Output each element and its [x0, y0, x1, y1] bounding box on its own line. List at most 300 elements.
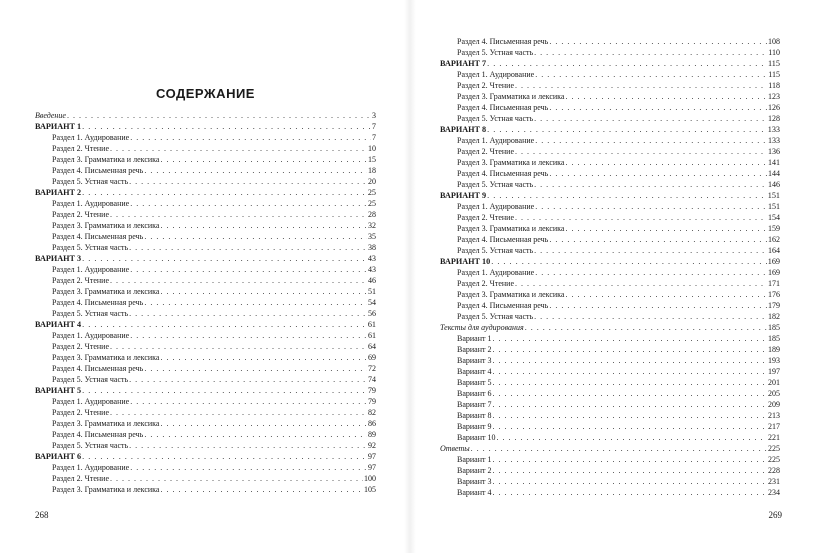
toc-entry-title: Раздел 3. Грамматика и лексика — [52, 221, 160, 230]
toc-entry-title: ВАРИАНТ 6 — [35, 452, 82, 461]
toc-dot-leader — [534, 113, 767, 124]
toc-entry-title: Вариант 1 — [457, 334, 492, 343]
toc-entry-page: 61 — [368, 331, 376, 340]
toc-entry — [440, 168, 780, 179]
toc-part-heading — [35, 110, 376, 121]
toc-dot-leader — [144, 165, 367, 176]
toc-entry — [440, 344, 780, 355]
toc-dot-leader — [549, 234, 767, 245]
toc-entry-title: Раздел 4. Письменная речь — [52, 364, 144, 373]
right-page — [410, 0, 820, 553]
toc-dot-leader — [515, 146, 767, 157]
toc-dot-leader — [144, 231, 367, 242]
toc-entry-page: 151 — [767, 191, 780, 200]
toc-dot-leader — [82, 385, 367, 396]
toc-entry-title: Раздел 4. Письменная речь — [52, 166, 144, 175]
toc-entry-title: Раздел 1. Аудирование — [457, 136, 535, 145]
toc-dot-leader — [565, 289, 767, 300]
toc-entry-title: Раздел 1. Аудирование — [457, 268, 535, 277]
toc-entry-title: Раздел 4. Письменная речь — [52, 298, 144, 307]
toc-entry — [35, 473, 376, 484]
toc-entry-page: 110 — [768, 48, 780, 57]
toc-dot-leader — [130, 462, 367, 473]
page-number-left: 268 — [35, 510, 49, 520]
toc-entry — [440, 234, 780, 245]
toc-entry — [440, 421, 780, 432]
toc-entry-title: Раздел 4. Письменная речь — [52, 430, 144, 439]
toc-entry-page: 169 — [767, 257, 780, 266]
toc-entry-page: 79 — [367, 386, 376, 395]
toc-dot-leader — [110, 275, 367, 286]
toc-entry-page: 86 — [368, 419, 376, 428]
toc-entry-page: 7 — [371, 122, 376, 131]
toc-entry-page: 162 — [768, 235, 780, 244]
toc-entry-page: 51 — [368, 287, 376, 296]
toc-entry — [440, 179, 780, 190]
toc-entry-title: Раздел 5. Устная часть — [52, 375, 129, 384]
toc-entry — [35, 286, 376, 297]
toc-entry-page: 126 — [768, 103, 780, 112]
toc-entry — [35, 418, 376, 429]
toc-entry-title: Раздел 1. Аудирование — [52, 397, 130, 406]
toc-dot-leader — [493, 487, 768, 498]
toc-entry — [440, 410, 780, 421]
toc-entry — [440, 399, 780, 410]
toc-entry-page: 197 — [768, 367, 780, 376]
toc-dot-leader — [82, 121, 371, 132]
toc-dot-leader — [144, 429, 367, 440]
toc-dot-leader — [565, 157, 767, 168]
toc-dot-leader — [549, 300, 767, 311]
toc-entry-page: 144 — [768, 169, 780, 178]
toc-entry — [440, 113, 780, 124]
toc-entry-page: 7 — [372, 133, 376, 142]
toc-dot-leader — [160, 220, 367, 231]
toc-entry-title: Вариант 8 — [457, 411, 492, 420]
toc-entry-page: 118 — [768, 81, 780, 90]
toc-dot-leader — [491, 256, 767, 267]
toc-entry-title: Раздел 3. Грамматика и лексика — [457, 92, 565, 101]
toc-entry-page: 234 — [768, 488, 780, 497]
toc-entry-title: Раздел 5. Устная часть — [457, 180, 534, 189]
toc-entry — [440, 223, 780, 234]
toc-entry-page: 56 — [368, 309, 376, 318]
toc-entry-page: 38 — [368, 243, 376, 252]
toc-dot-leader — [515, 212, 767, 223]
toc-dot-leader — [493, 355, 768, 366]
toc-entry — [440, 212, 780, 223]
toc-dot-leader — [534, 245, 767, 256]
toc-entry-page: 79 — [368, 397, 376, 406]
toc-dot-leader — [565, 223, 767, 234]
toc-dot-leader — [130, 396, 367, 407]
toc-entry-title: Раздел 3. Грамматика и лексика — [52, 287, 160, 296]
toc-entry-page: 151 — [768, 202, 780, 211]
toc-entry-page: 92 — [368, 441, 376, 450]
toc-entry-page: 10 — [368, 144, 376, 153]
toc-entry — [440, 300, 780, 311]
toc-entry — [35, 297, 376, 308]
toc-entry — [440, 289, 780, 300]
toc-dot-leader — [130, 330, 367, 341]
toc-dot-leader — [493, 465, 768, 476]
toc-entry-page: 225 — [768, 455, 780, 464]
toc-entry-page: 32 — [368, 221, 376, 230]
toc-entry-title: Раздел 4. Письменная речь — [457, 103, 549, 112]
toc-entry-title: Раздел 3. Грамматика и лексика — [457, 290, 565, 299]
toc-entry-title: Раздел 2. Чтение — [52, 474, 109, 483]
toc-entry — [35, 231, 376, 242]
toc-entry-page: 105 — [364, 485, 376, 494]
toc-dot-leader — [535, 267, 767, 278]
toc-entry-page: 225 — [768, 444, 780, 453]
toc-entry-page: 189 — [768, 345, 780, 354]
toc-dot-leader — [160, 154, 367, 165]
toc-entry-title: Раздел 2. Чтение — [457, 81, 514, 90]
toc-entry — [35, 154, 376, 165]
toc-entry-title: Раздел 5. Устная часть — [52, 309, 129, 318]
toc-entry-title: ВАРИАНТ 9 — [440, 191, 487, 200]
toc-entry-page: 179 — [768, 301, 780, 310]
toc-entry-page: 182 — [768, 312, 780, 321]
toc-entry-title: Раздел 2. Чтение — [52, 408, 109, 417]
toc-entry — [35, 220, 376, 231]
toc-dot-leader — [534, 47, 767, 58]
toc-variant-heading — [35, 253, 376, 264]
toc-entry-title: Раздел 4. Письменная речь — [52, 232, 144, 241]
toc-entry-page: 15 — [368, 155, 376, 164]
toc-entry — [440, 278, 780, 289]
toc-entry-title: ВАРИАНТ 8 — [440, 125, 487, 134]
toc-entry-title: Раздел 1. Аудирование — [52, 265, 130, 274]
toc-entry-page: 231 — [768, 477, 780, 486]
toc-entry-title: Раздел 5. Устная часть — [457, 48, 534, 57]
toc-entry-page: 64 — [368, 342, 376, 351]
toc-entry — [440, 69, 780, 80]
toc-entry — [440, 487, 780, 498]
toc-entry-page: 209 — [768, 400, 780, 409]
toc-entry-page: 201 — [768, 378, 780, 387]
toc-dot-leader — [82, 253, 367, 264]
toc-entry — [440, 267, 780, 278]
toc-entry — [35, 132, 376, 143]
toc-dot-leader — [535, 69, 767, 80]
toc-entry-page: 123 — [768, 92, 780, 101]
toc-entry — [35, 363, 376, 374]
toc-entry — [35, 143, 376, 154]
toc-variant-heading — [35, 121, 376, 132]
toc-entry-page: 217 — [768, 422, 780, 431]
toc-entry — [440, 388, 780, 399]
toc-entry-title: Вариант 2 — [457, 345, 492, 354]
toc-entry-title: Раздел 5. Устная часть — [457, 312, 534, 321]
toc-entry — [35, 341, 376, 352]
toc-dot-leader — [549, 168, 767, 179]
toc-entry-page: 154 — [768, 213, 780, 222]
toc-dot-leader — [82, 451, 367, 462]
toc-entry-page: 18 — [368, 166, 376, 175]
toc-entry-page: 25 — [367, 188, 376, 197]
toc-entry — [440, 454, 780, 465]
toc-entry — [440, 91, 780, 102]
toc-entry-page: 185 — [768, 323, 780, 332]
toc-variant-heading — [35, 187, 376, 198]
toc-entry-title: Раздел 2. Чтение — [457, 213, 514, 222]
toc-dot-leader — [534, 311, 767, 322]
page-title: СОДЕРЖАНИЕ — [156, 86, 255, 101]
toc-entry-page: 213 — [768, 411, 780, 420]
toc-entry-title: Вариант 3 — [457, 356, 492, 365]
toc-variant-heading — [440, 124, 780, 135]
toc-dot-leader — [493, 366, 768, 377]
toc-dot-leader — [487, 190, 767, 201]
toc-entry — [35, 374, 376, 385]
toc-entry-title: Раздел 2. Чтение — [52, 210, 109, 219]
toc-dot-leader — [129, 242, 367, 253]
toc-entry-page: 141 — [768, 158, 780, 167]
toc-entry-title: Вариант 5 — [457, 378, 492, 387]
toc-entry-title: Вариант 6 — [457, 389, 492, 398]
toc-entry — [35, 396, 376, 407]
toc-entry — [440, 245, 780, 256]
toc-entry-title: ВАРИАНТ 10 — [440, 257, 491, 266]
toc-entry-title: Раздел 5. Устная часть — [52, 441, 129, 450]
toc-entry-title: Раздел 2. Чтение — [457, 279, 514, 288]
toc-entry — [440, 377, 780, 388]
toc-entry-title: Раздел 1. Аудирование — [52, 463, 130, 472]
toc-dot-leader — [493, 333, 768, 344]
toc-entry-page: 136 — [768, 147, 780, 156]
toc-entry-title: Раздел 3. Грамматика и лексика — [457, 158, 565, 167]
toc-dot-leader — [82, 319, 367, 330]
toc-entry — [440, 36, 780, 47]
toc-variant-heading — [35, 319, 376, 330]
toc-entry-title: Раздел 1. Аудирование — [52, 331, 130, 340]
toc-entry-title: Вариант 3 — [457, 477, 492, 486]
toc-entry-page: 35 — [368, 232, 376, 241]
toc-dot-leader — [129, 308, 367, 319]
toc-entry — [440, 465, 780, 476]
toc-entry-title: Раздел 4. Письменная речь — [457, 235, 549, 244]
toc-dot-leader — [515, 278, 767, 289]
toc-entry-page: 25 — [368, 199, 376, 208]
toc-entry-page: 100 — [364, 474, 376, 483]
toc-entry — [35, 176, 376, 187]
toc-dot-leader — [493, 399, 768, 410]
toc-entry-title: Раздел 3. Грамматика и лексика — [52, 353, 160, 362]
toc-entry-title: Раздел 5. Устная часть — [52, 243, 129, 252]
toc-variant-heading — [35, 451, 376, 462]
toc-dot-leader — [535, 201, 767, 212]
toc-dot-leader — [144, 297, 367, 308]
toc-entry-page: 54 — [368, 298, 376, 307]
toc-entry-title: Вариант 2 — [457, 466, 492, 475]
toc-entry-page: 193 — [768, 356, 780, 365]
toc-entry-page: 164 — [768, 246, 780, 255]
toc-dot-leader — [110, 143, 367, 154]
toc-entry-title: Вариант 1 — [457, 455, 492, 464]
toc-dot-leader — [549, 102, 767, 113]
toc-entry-title: Раздел 2. Чтение — [52, 342, 109, 351]
toc-entry-title: Раздел 2. Чтение — [52, 144, 109, 153]
toc-entry — [35, 264, 376, 275]
toc-entry-title: Раздел 2. Чтение — [52, 276, 109, 285]
toc-dot-leader — [534, 179, 767, 190]
toc-entry — [440, 355, 780, 366]
toc-entry-title: Раздел 3. Грамматика и лексика — [52, 485, 160, 494]
toc-list-left — [35, 110, 376, 495]
toc-entry-title: Раздел 1. Аудирование — [457, 202, 535, 211]
toc-entry — [35, 352, 376, 363]
toc-entry-page: 128 — [768, 114, 780, 123]
toc-entry-page: 146 — [768, 180, 780, 189]
toc-dot-leader — [110, 209, 367, 220]
toc-part-heading — [440, 322, 780, 333]
toc-variant-heading — [440, 190, 780, 201]
toc-entry-title: ВАРИАНТ 3 — [35, 254, 82, 263]
toc-entry-page: 115 — [768, 59, 780, 68]
toc-entry-title: Вариант 4 — [457, 367, 492, 376]
toc-variant-heading — [35, 385, 376, 396]
toc-dot-leader — [515, 80, 767, 91]
toc-entry — [440, 135, 780, 146]
toc-dot-leader — [110, 473, 363, 484]
toc-entry-page: 89 — [368, 430, 376, 439]
toc-entry-page: 221 — [768, 433, 780, 442]
toc-entry-title: Раздел 3. Грамматика и лексика — [52, 419, 160, 428]
toc-entry — [35, 462, 376, 473]
toc-entry — [440, 157, 780, 168]
toc-entry — [440, 146, 780, 157]
toc-entry — [440, 47, 780, 58]
toc-entry-title: Вариант 4 — [457, 488, 492, 497]
toc-entry — [440, 80, 780, 91]
toc-entry-title: Вариант 10 — [457, 433, 496, 442]
toc-entry — [35, 242, 376, 253]
toc-dot-leader — [535, 135, 767, 146]
toc-entry-page: 74 — [368, 375, 376, 384]
toc-entry-page: 28 — [368, 210, 376, 219]
toc-entry-title: Раздел 3. Грамматика и лексика — [457, 224, 565, 233]
toc-entry-page: 61 — [367, 320, 376, 329]
toc-dot-leader — [160, 352, 367, 363]
toc-variant-heading — [440, 256, 780, 267]
toc-entry-title: ВАРИАНТ 4 — [35, 320, 82, 329]
toc-entry-page: 97 — [368, 463, 376, 472]
toc-entry-title: Вариант 9 — [457, 422, 492, 431]
toc-entry-page: 171 — [768, 279, 780, 288]
toc-dot-leader — [160, 484, 363, 495]
toc-entry-title: Введение — [35, 111, 66, 120]
toc-entry-page: 159 — [768, 224, 780, 233]
toc-entry-page: 69 — [368, 353, 376, 362]
toc-entry-page: 108 — [768, 37, 780, 46]
toc-entry-page: 133 — [767, 125, 780, 134]
toc-entry-page: 185 — [768, 334, 780, 343]
toc-dot-leader — [493, 454, 768, 465]
toc-entry-page: 228 — [768, 466, 780, 475]
toc-entry — [440, 366, 780, 377]
toc-dot-leader — [129, 374, 367, 385]
toc-entry-title: Раздел 1. Аудирование — [457, 70, 535, 79]
toc-entry-title: Ответы — [440, 444, 470, 453]
toc-entry — [35, 484, 376, 495]
toc-dot-leader — [82, 187, 367, 198]
toc-dot-leader — [549, 36, 767, 47]
toc-dot-leader — [471, 443, 767, 454]
toc-dot-leader — [493, 344, 768, 355]
toc-list-right — [440, 36, 780, 498]
toc-entry — [35, 198, 376, 209]
toc-entry-title: Раздел 4. Письменная речь — [457, 37, 549, 46]
toc-entry — [35, 165, 376, 176]
toc-entry-title: ВАРИАНТ 1 — [35, 122, 82, 131]
toc-dot-leader — [565, 91, 767, 102]
toc-entry-page: 20 — [368, 177, 376, 186]
toc-dot-leader — [129, 440, 367, 451]
toc-dot-leader — [493, 476, 768, 487]
toc-dot-leader — [160, 418, 367, 429]
toc-dot-leader — [493, 388, 768, 399]
toc-entry-page: 115 — [768, 70, 780, 79]
toc-entry-title: Раздел 1. Аудирование — [52, 133, 130, 142]
toc-dot-leader — [160, 286, 367, 297]
toc-entry-page: 97 — [367, 452, 376, 461]
toc-entry-title: Вариант 7 — [457, 400, 492, 409]
toc-entry — [440, 201, 780, 212]
toc-entry-page: 133 — [768, 136, 780, 145]
toc-entry — [35, 407, 376, 418]
toc-entry-title: Раздел 5. Устная часть — [52, 177, 129, 186]
toc-dot-leader — [130, 132, 371, 143]
toc-entry-page: 176 — [768, 290, 780, 299]
toc-entry-title: Раздел 3. Грамматика и лексика — [52, 155, 160, 164]
toc-variant-heading — [440, 58, 780, 69]
toc-entry-title: Раздел 2. Чтение — [457, 147, 514, 156]
toc-entry — [35, 440, 376, 451]
toc-entry-title: Тексты для аудирования — [440, 323, 524, 332]
toc-part-heading — [440, 443, 780, 454]
toc-entry — [440, 311, 780, 322]
toc-entry — [440, 476, 780, 487]
toc-dot-leader — [493, 377, 768, 388]
toc-entry-page: 43 — [368, 265, 376, 274]
toc-entry-page: 72 — [368, 364, 376, 373]
toc-dot-leader — [493, 410, 768, 421]
toc-entry — [35, 308, 376, 319]
toc-dot-leader — [110, 341, 367, 352]
toc-entry — [35, 209, 376, 220]
toc-dot-leader — [67, 110, 371, 121]
toc-entry-page: 43 — [367, 254, 376, 263]
toc-dot-leader — [130, 198, 367, 209]
toc-dot-leader — [129, 176, 367, 187]
toc-entry-title: ВАРИАНТ 5 — [35, 386, 82, 395]
toc-dot-leader — [144, 363, 367, 374]
toc-dot-leader — [493, 421, 768, 432]
toc-entry — [440, 333, 780, 344]
toc-entry-page: 205 — [768, 389, 780, 398]
toc-entry-title: Раздел 4. Письменная речь — [457, 301, 549, 310]
toc-entry-page: 82 — [368, 408, 376, 417]
toc-entry-page: 3 — [372, 111, 376, 120]
toc-dot-leader — [487, 124, 767, 135]
toc-dot-leader — [497, 432, 768, 443]
toc-entry — [35, 429, 376, 440]
page-number-right: 269 — [768, 510, 782, 520]
toc-entry-title: Раздел 4. Письменная речь — [457, 169, 549, 178]
toc-entry — [440, 432, 780, 443]
